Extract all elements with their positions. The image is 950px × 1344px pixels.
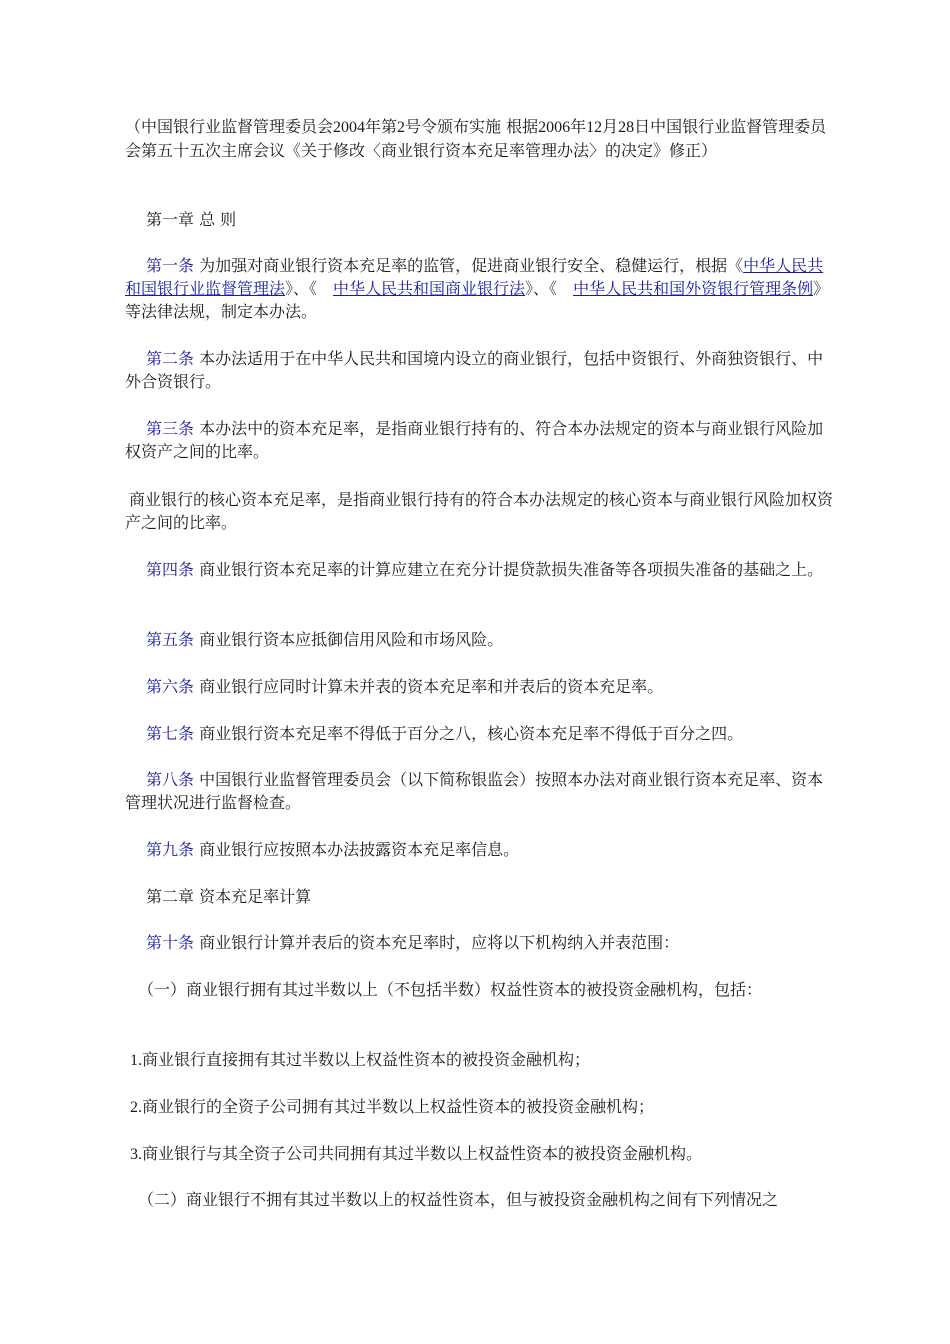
sub-item-text: 商业银行直接拥有其过半数以上权益性资本的被投资金融机构； [142,1050,591,1069]
list-item-b: （二）商业银行不拥有其过半数以上的权益性资本，但与被投资金融机构之间有下列情况之 [138,1190,779,1209]
sub-item-2 [130,1095,830,1119]
article-8 [125,768,825,814]
article-text: 》、《 [525,279,574,298]
article-label: 第四条 [146,560,195,579]
preamble-text: 日中国银行业监督管理委员会第五十五次主席会议《关于修改〈商业银行资本充足率管理办法〉的决定》修正） [125,117,827,160]
preamble-year: 2004 [333,119,366,136]
preamble-text: 月 [602,117,619,136]
article-10 [125,931,825,954]
article-label: 第五条 [146,630,195,649]
sub-item-3 [130,1142,830,1166]
article-5 [125,628,825,651]
preamble [125,115,830,162]
article-text: 中国银行业监督管理委员会（以下简称银监会）按照本办法对商业银行资本充足率、资本管理状况进行监督检查。 [125,770,824,812]
article-3 [125,417,825,463]
article-2 [125,347,825,393]
article-4 [125,558,825,581]
article-1 [125,254,825,323]
chapter-heading: 第二章 资本充足率计算 [146,887,312,906]
article-text: 为加强对商业银行资本充足率的监管，促进商业银行安全、稳健运行，根据《 [194,256,744,275]
law-link-commercial-bank[interactable]: 中华人民共和国商业银行法 [333,279,526,298]
article-text: 商业银行资本应抵御信用风险和市场风险。 [194,630,504,649]
preamble-text: （中国银行业监督管理委员会 [125,117,334,136]
preamble-order-number: 2 [397,119,406,136]
sub-item-text: 商业银行的全资子公司拥有其过半数以上权益性资本的被投资金融机构； [142,1097,655,1116]
article-text: 》等法律法规，制定本办法。 [125,279,822,321]
article-text: 商业银行资本充足率不得低于百分之八，核心资本充足率不得低于百分之四。 [194,724,744,743]
article-label: 第九条 [146,840,195,859]
paragraph-core-capital: 商业银行的核心资本充足率，是指商业银行持有的符合本办法规定的核心资本与商业银行风险加权资产之间的比率。 [125,490,834,532]
law-link-banking-supervision[interactable]: 中华人民共和国银行业监督管理法 [125,256,824,298]
article-text: 商业银行应同时计算未并表的资本充足率和并表后的资本充足率。 [194,677,664,696]
sub-item-number: 1. [130,1052,142,1069]
article-text: 本办法中的资本充足率，是指商业银行持有的、符合本办法规定的资本与商业银行风险加权资产之间的比率。 [125,419,824,461]
preamble-text: 年 [570,117,587,136]
preamble-text: 年第 [365,117,398,136]
list-item-a: （一）商业银行拥有其过半数以上（不包括半数）权益性资本的被投资金融机构，包括： [138,980,763,999]
sub-item-number: 3. [130,1146,142,1163]
article-label: 第二条 [146,349,195,368]
preamble-month: 12 [586,119,603,136]
sub-item-number: 2. [130,1099,142,1116]
article-text: 商业银行计算并表后的资本充足率时，应将以下机构纳入并表范围： [194,933,680,952]
article-label: 第十条 [146,933,195,952]
article-text: 本办法适用于在中华人民共和国境内设立的商业银行，包括中资银行、外商独资银行、中外合资银行。 [125,349,824,391]
sub-item-1 [130,1048,830,1072]
article-text: 》、《 [285,279,334,298]
chapter-heading: 第一章 总 则 [146,210,237,229]
article-7 [125,722,825,745]
article-label: 第六条 [146,677,195,696]
article-label: 第七条 [146,724,195,743]
article-text: 商业银行资本充足率的计算应建立在充分计提贷款损失准备等各项损失准备的基础之上。 [194,560,824,579]
article-label: 第八条 [146,770,195,789]
sub-item-text: 商业银行与其全资子公司共同拥有其过半数以上权益性资本的被投资金融机构。 [142,1144,703,1163]
preamble-text: 号令颁布实施 根据 [405,117,539,136]
article-9 [125,838,825,861]
preamble-year: 2006 [538,119,571,136]
article-label: 第三条 [146,419,195,438]
preamble-day: 28 [618,119,635,136]
article-6 [125,675,825,698]
article-text: 商业银行应按照本办法披露资本充足率信息。 [194,840,520,859]
law-link-foreign-bank[interactable]: 中华人民共和国外资银行管理条例 [573,279,814,298]
article-label: 第一条 [146,256,195,275]
